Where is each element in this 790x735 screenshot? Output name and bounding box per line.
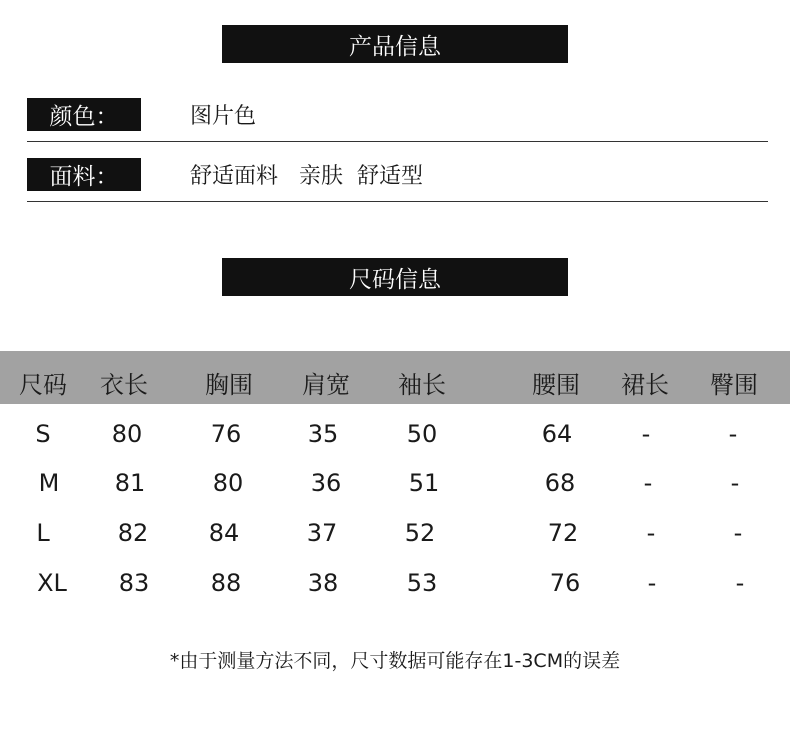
measurement-note: *由于测量方法不同，尺寸数据可能存在1-3CM的误差	[169, 650, 621, 672]
bust-cell: 80	[212, 469, 244, 497]
length-cell: 82	[117, 519, 149, 547]
header-size: 尺码	[19, 371, 67, 399]
product-info-title: 产品信息	[349, 33, 441, 60]
waist-cell: 64	[541, 420, 573, 448]
waist-cell: 72	[547, 519, 579, 547]
length-cell: 81	[114, 469, 146, 497]
length-cell: 80	[111, 420, 143, 448]
divider	[27, 201, 768, 202]
table-row	[0, 519, 790, 559]
header-length: 衣长	[100, 371, 148, 399]
color-label: 颜色：	[27, 98, 141, 131]
waist-cell: 68	[544, 469, 576, 497]
bust-cell: 88	[210, 569, 242, 597]
header-bust: 胸围	[205, 371, 253, 399]
length-cell: 83	[118, 569, 150, 597]
info-row-color	[27, 82, 768, 142]
size-cell: M	[38, 469, 60, 497]
header-skirt-length: 裙长	[621, 371, 669, 399]
size-cell: L	[36, 519, 50, 547]
table-row	[0, 420, 790, 460]
table-row	[0, 469, 790, 509]
table-row	[0, 569, 790, 609]
shoulder-cell: 38	[307, 569, 339, 597]
hip-cell: -	[728, 420, 738, 448]
size-cell: XL	[37, 569, 67, 597]
shoulder-cell: 37	[306, 519, 338, 547]
fabric-value: 舒适面料 亲肤 舒适型	[190, 164, 423, 189]
header-sleeve: 袖长	[398, 371, 446, 399]
product-info-banner	[222, 25, 568, 63]
skirt-length-cell: -	[647, 569, 657, 597]
size-cell: S	[35, 420, 51, 448]
bust-cell: 76	[210, 420, 242, 448]
fabric-label: 面料：	[27, 158, 141, 191]
skirt-length-cell: -	[643, 469, 653, 497]
size-table-header	[0, 351, 790, 404]
header-shoulder: 肩宽	[302, 371, 350, 399]
skirt-length-cell: -	[646, 519, 656, 547]
hip-cell: -	[735, 569, 745, 597]
info-row-fabric	[27, 142, 768, 202]
bust-cell: 84	[208, 519, 240, 547]
sleeve-cell: 53	[406, 569, 438, 597]
size-info-title: 尺码信息	[349, 266, 441, 293]
shoulder-cell: 36	[310, 469, 342, 497]
header-waist: 腰围	[532, 371, 580, 399]
color-value: 图片色	[190, 104, 257, 129]
sleeve-cell: 52	[404, 519, 436, 547]
hip-cell: -	[733, 519, 743, 547]
skirt-length-cell: -	[641, 420, 651, 448]
hip-cell: -	[730, 469, 740, 497]
size-info-banner	[222, 258, 568, 296]
sleeve-cell: 51	[408, 469, 440, 497]
waist-cell: 76	[549, 569, 581, 597]
header-hip: 臀围	[710, 371, 758, 399]
shoulder-cell: 35	[307, 420, 339, 448]
sleeve-cell: 50	[406, 420, 438, 448]
